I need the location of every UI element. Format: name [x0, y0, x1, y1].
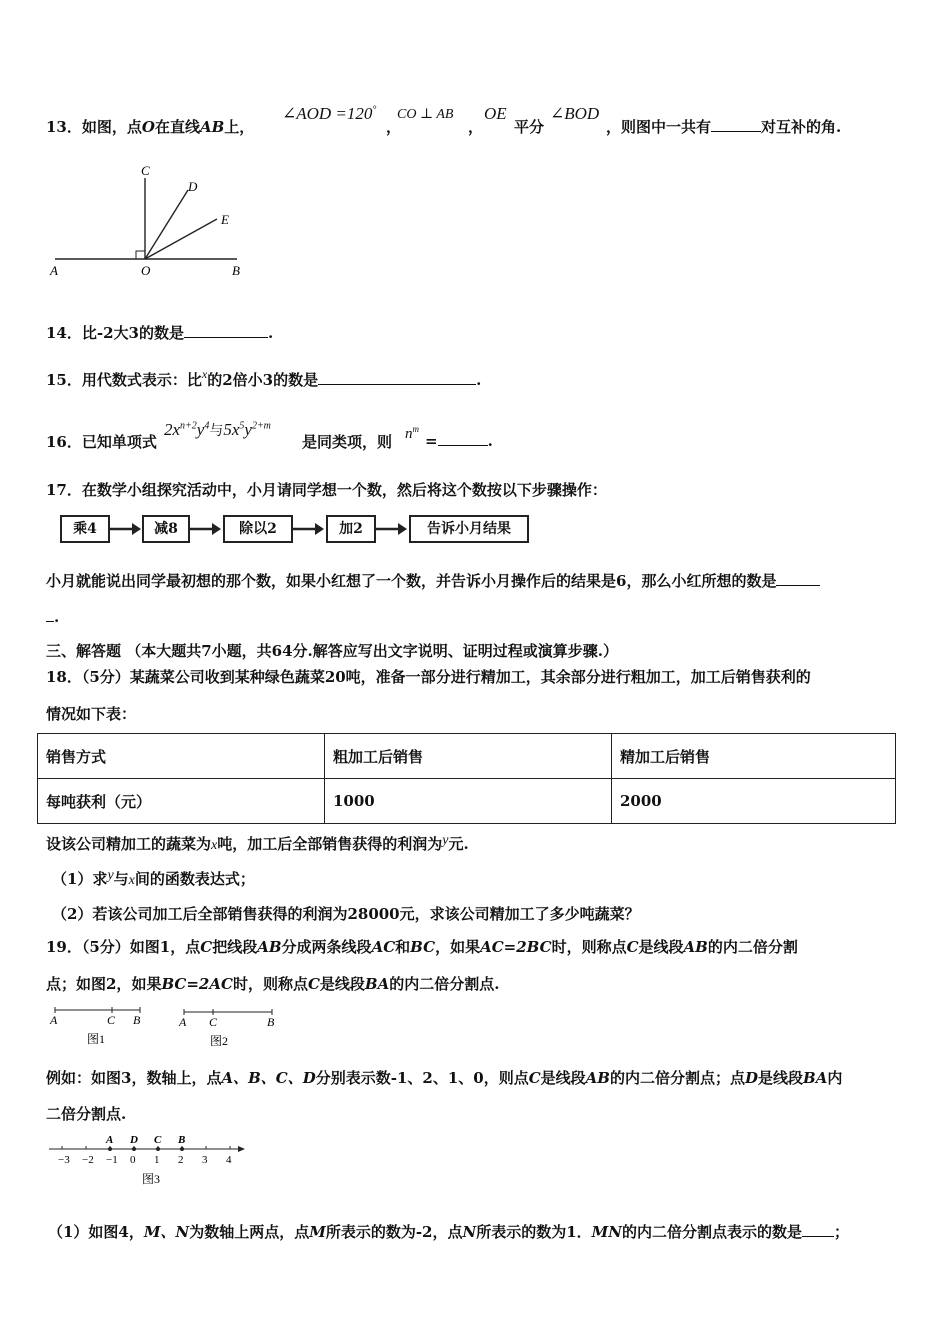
arrow-1 — [108, 522, 142, 536]
q19-figures-1-2 — [45, 1002, 285, 1052]
q18-line1: 18．（5分）某蔬菜公司收到某种绿色蔬菜20吨，准备一部分进行精加工，其余部分进行粗加工，加工后销售获利的 — [46, 668, 811, 686]
q19-p1-M: M — [309, 1223, 326, 1241]
q18-p1-y: y — [107, 868, 114, 883]
q15-text: 15．用代数式表示：比 — [46, 371, 202, 389]
q16-expression — [164, 420, 271, 440]
step-plus-2: 加2 — [326, 515, 376, 543]
q19-l1-f: 时，则称点 — [551, 938, 627, 956]
q16-n-m — [405, 424, 419, 443]
fig2-label-C: C — [209, 1015, 218, 1029]
q18-setup-c: 元. — [448, 835, 469, 853]
q16-y2: y — [244, 420, 252, 439]
q18-p1-c: 间的函数表达式； — [134, 870, 255, 888]
axis-point-B — [180, 1147, 184, 1151]
q19-p1-end: ； — [834, 1223, 850, 1241]
step-tell-result: 告诉小月结果 — [409, 515, 529, 543]
q16-answer-blank[interactable] — [438, 431, 488, 446]
q13-angle-aod — [282, 104, 376, 124]
q19-l2-d: 的内二倍分割点. — [389, 975, 500, 993]
axis-tick-label: −1 — [106, 1154, 118, 1166]
q18-part1 — [52, 868, 255, 889]
q18-line2: 情况如下表： — [46, 705, 137, 723]
q13-O: O — [141, 118, 155, 136]
q13-line — [46, 116, 254, 137]
q19-ex-c: 是线段 — [540, 1069, 586, 1087]
q18-p1-a: （1）求 — [52, 870, 108, 888]
q16-exp4: 2+m — [251, 420, 271, 432]
q17-line3 — [46, 607, 59, 626]
q19-BA: BA — [364, 975, 390, 993]
q18-setup-x: x — [211, 838, 218, 853]
axis-tick-label: 0 — [130, 1154, 136, 1166]
q19-example-line2: 二倍分割点. — [46, 1105, 127, 1123]
q19-p1-MN-pts: M、N — [143, 1223, 190, 1241]
label-E: E — [221, 212, 229, 227]
ray-od — [145, 190, 188, 259]
q19-p1-d: 所表示的数为1． — [476, 1223, 592, 1241]
q13-end: 对互补的角. — [761, 118, 842, 136]
axis-tick-label: −2 — [82, 1154, 94, 1166]
q17-flowchart — [60, 515, 530, 545]
q17-text: 17．在数学小组探究活动中，小月请同学想一个数，然后将这个数按以下步骤操作： — [46, 481, 607, 499]
q19-ex-d: 的内二倍分割点；点 — [610, 1069, 746, 1087]
q16-text: 16．已知单项式 — [46, 433, 157, 451]
axis-point-label-A: A — [106, 1134, 114, 1146]
q19-l2-a: 点；如图2，如果 — [46, 975, 162, 993]
fig1-label-B: B — [133, 1013, 141, 1027]
q19-p1-e: 的内二倍分割点表示的数是 — [622, 1223, 803, 1241]
q14-text: 14．比-2大3的数是 — [46, 324, 184, 342]
q19-l1-a: 19．（5分）如图1，点 — [46, 938, 201, 956]
q16-eq: = — [425, 432, 438, 450]
q19-ex-a: 例如：如图3，数轴上，点 — [46, 1069, 222, 1087]
q14-answer-blank[interactable] — [184, 323, 268, 338]
q13-text2: 在直线 — [154, 118, 200, 136]
fig2-label-B: B — [267, 1015, 275, 1029]
q19-line2 — [46, 973, 499, 994]
q15-x: x — [201, 367, 208, 381]
q19-part1 — [48, 1221, 849, 1242]
q18-setup-a: 设该公司精加工的蔬菜为 — [46, 835, 212, 853]
q19-ex-f: 内 — [827, 1069, 843, 1087]
q19-AC: AC — [371, 938, 396, 956]
q19-AB2: AB — [683, 938, 708, 956]
q16-tail — [425, 431, 493, 450]
q16-expr1: 2x — [164, 420, 181, 439]
table-cell: 1000 — [325, 779, 612, 824]
q16-and: 与 — [209, 423, 224, 439]
q16-exp2: 4 — [204, 420, 210, 432]
fig1-caption: 图1 — [87, 1032, 106, 1046]
q19-BC: BC — [410, 938, 436, 956]
table-header-cell: 精加工后销售 — [612, 734, 896, 779]
axis-point-C — [156, 1147, 160, 1151]
q19-l1-h: 的内二倍分割 — [707, 938, 798, 956]
q19-C2: C — [626, 938, 639, 956]
q14-line — [46, 322, 273, 343]
q17-answer-blank-cont — [46, 607, 54, 622]
axis-points — [105, 1134, 185, 1151]
axis-tick-label: 3 — [202, 1154, 208, 1166]
q16-y1: y — [196, 420, 205, 439]
q16-end: . — [487, 432, 493, 450]
q19-example-line1 — [46, 1067, 842, 1088]
q19-figure3-number-line — [45, 1130, 255, 1190]
q15-answer-blank[interactable] — [318, 370, 476, 385]
q17-line2 — [46, 570, 820, 591]
q16-mid: 是同类项，则 — [302, 433, 393, 451]
q19-C3: C — [307, 975, 320, 993]
q19-ex-b: 分别表示数-1、2、1、0，则点 — [315, 1069, 529, 1087]
axis-point-label-C: C — [154, 1134, 162, 1146]
q13-tail — [606, 116, 841, 137]
q19-p1-a: （1）如图4， — [48, 1223, 144, 1241]
q19-ex-pts: A、B、C、D — [221, 1069, 316, 1087]
label-O: O — [141, 263, 151, 278]
q13-AB: AB — [199, 118, 225, 136]
q19-p1-b: 为数轴上两点，点 — [189, 1223, 310, 1241]
fig1-label-A: A — [50, 1013, 58, 1027]
q18-p1-x: x — [128, 873, 135, 888]
q13-angle-bod: ∠BOD — [550, 104, 600, 123]
arrow-4 — [374, 522, 408, 536]
fig3-caption: 图3 — [142, 1172, 161, 1186]
q13-comma2: ， — [468, 118, 484, 136]
axis-point-D — [132, 1147, 136, 1151]
table-cell: 2000 — [612, 779, 896, 824]
q19-l2-c: 是线段 — [319, 975, 365, 993]
arrow-3 — [291, 522, 325, 536]
axis-tick-label: 4 — [226, 1154, 232, 1166]
q19-l2-b: 时，则称点 — [232, 975, 308, 993]
q13-comma1: ， — [386, 118, 402, 136]
step-divide-2: 除以2 — [223, 515, 293, 543]
q13-text3: 上， — [224, 118, 255, 136]
q19-p1-MN: MN — [591, 1223, 622, 1241]
q18-part2: （2）若该公司加工后全部销售获得的利润为28000元，求该公司精加工了多少吨蔬菜？ — [52, 905, 640, 923]
table-header-row — [38, 734, 896, 779]
q19-ex-AB: AB — [585, 1069, 610, 1087]
fig1-label-C: C — [107, 1013, 116, 1027]
q13-degree: ° — [372, 104, 377, 116]
q18-setup-b: 吨，加工后全部销售获得的利润为 — [217, 835, 443, 853]
q17-end: . — [54, 608, 60, 626]
q13-figure — [45, 160, 275, 285]
axis-arrow — [238, 1146, 245, 1152]
step-multiply-4: 乘4 — [60, 515, 110, 543]
q14-end: . — [267, 324, 274, 342]
q16-n: n — [405, 426, 413, 442]
q16-expr2: 5x — [223, 420, 240, 439]
q19-l1-d: 和 — [395, 938, 411, 956]
q13-suffix: ，则图中一共有 — [606, 118, 712, 136]
q16-exp3: 5 — [239, 420, 245, 432]
table-row — [38, 779, 896, 824]
q13-bisect: 平分 — [514, 118, 545, 136]
q19-p1-answer-blank[interactable] — [802, 1222, 834, 1237]
q19-ex-D: D — [745, 1069, 759, 1087]
q19-ex-e: 是线段 — [758, 1069, 804, 1087]
q18-setup-y: y — [442, 833, 449, 848]
q17-line2-text: 小月就能说出同学最初想的那个数，如果小红想了一个数，并告诉小月操作后的结果是6，那么小红所想的数是 — [46, 572, 777, 590]
q18-setup — [46, 833, 469, 854]
table-cell: 每吨获利（元） — [38, 779, 325, 824]
q15-end: . — [476, 371, 482, 389]
axis-tick-label: 1 — [154, 1154, 160, 1166]
fig2-label-A: A — [179, 1015, 187, 1029]
q19-l1-c: 分成两条线段 — [281, 938, 372, 956]
arrow-2 — [188, 522, 222, 536]
table-header-cell: 粗加工后销售 — [325, 734, 612, 779]
table-header-cell: 销售方式 — [38, 734, 325, 779]
q19-AC2BC: AC=2BC — [480, 938, 552, 956]
q19-C: C — [200, 938, 213, 956]
label-B: B — [232, 263, 240, 278]
q19-l1-b: 把线段 — [212, 938, 258, 956]
q15-mid: 的2倍小3的数是 — [207, 371, 319, 389]
axis-tick-label: 2 — [178, 1154, 184, 1166]
q15-line — [46, 369, 481, 390]
q19-l1-g: 是线段 — [638, 938, 684, 956]
axis-tick-label: −3 — [58, 1154, 70, 1166]
q19-p1-N: N — [462, 1223, 477, 1241]
q13-text: 13．如图，点 — [46, 118, 142, 136]
axis-point-label-D: D — [130, 1134, 138, 1146]
q13-angle-value: ∠AOD =120 — [282, 104, 373, 123]
label-A: A — [50, 263, 58, 278]
label-D: D — [188, 179, 198, 194]
q18-table — [37, 733, 896, 824]
q19-p1-c: 所表示的数为-2，点 — [325, 1223, 463, 1241]
q19-ex-BA: BA — [803, 1069, 828, 1087]
q19-BC2AC: BC=2AC — [161, 975, 233, 993]
q19-line1 — [46, 936, 798, 957]
label-C: C — [141, 163, 150, 178]
q19-l1-e: ，如果 — [435, 938, 481, 956]
ray-oe — [145, 219, 217, 259]
axis-point-A — [108, 1147, 112, 1151]
q13-OE: OE — [484, 104, 507, 123]
section-3-heading: 三、解答题 （本大题共7小题，共64分.解答应写出文字说明、证明过程或演算步骤.） — [46, 642, 618, 660]
q17-answer-blank[interactable] — [776, 571, 820, 586]
q18-p1-b: 与 — [113, 870, 129, 888]
axis-point-label-B: B — [178, 1134, 186, 1146]
fig2-caption: 图2 — [210, 1034, 229, 1048]
q16-exp1: n+2 — [180, 420, 197, 432]
q16-m: m — [412, 424, 419, 434]
step-minus-8: 减8 — [142, 515, 190, 543]
right-angle-mark — [136, 251, 145, 259]
q13-answer-blank[interactable] — [711, 117, 761, 132]
q19-AB: AB — [257, 938, 282, 956]
q13-perp: CO ⊥ AB — [397, 107, 454, 122]
q19-ex-C: C — [528, 1069, 541, 1087]
